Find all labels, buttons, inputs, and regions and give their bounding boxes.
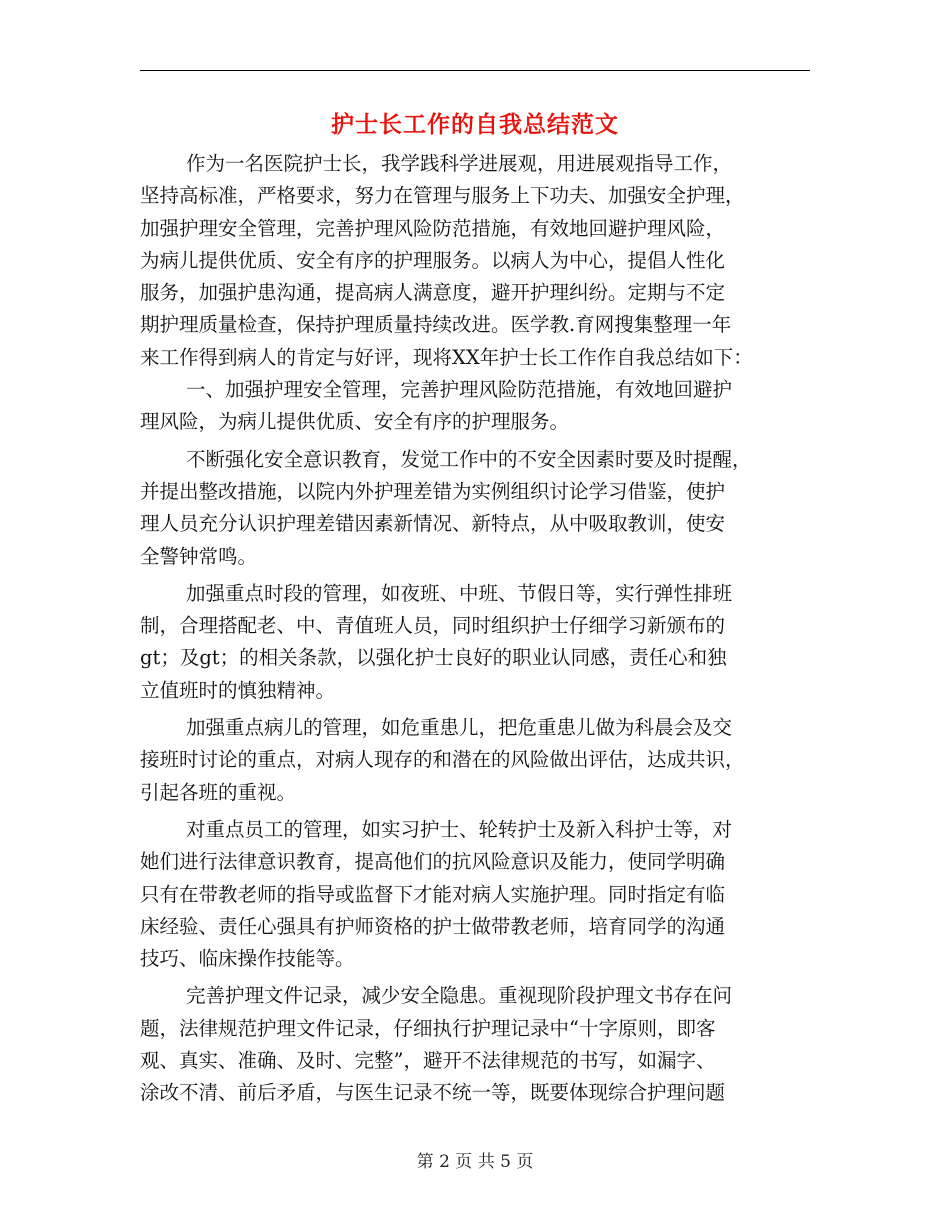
body-text-line: 制，合理搭配老、中、青值班人员，同时组织护士仔细学习新颁布的 — [140, 614, 726, 638]
body-text-line: 期护理质量检查，保持护理质量持续改进。医学教.育网搜集整理一年 — [140, 313, 732, 337]
body-text-line: 技巧、临床操作技能等。 — [140, 947, 355, 971]
header-rule — [140, 70, 810, 71]
body-text-line: 服务，加强护患沟通，提高病人满意度，避开护理纠纷。定期与不定 — [140, 281, 726, 305]
document-body — [140, 148, 810, 1110]
body-text-line: 坚持高标准，严格要求，努力在管理与服务上下功夫、加强安全护理， — [140, 184, 745, 208]
body-text-line: 对重点员工的管理，如实习护士、轮转护士及新入科护士等，对 — [186, 817, 733, 841]
body-text-line: gt；及gt；的相关条款，以强化护士良好的职业认同感，责任心和独 — [140, 646, 727, 670]
body-text-line: 全警钟常鸣。 — [140, 544, 258, 568]
document-title: 护士长工作的自我总结范文 — [331, 111, 619, 138]
body-text-line: 为病儿提供优质、安全有序的护理服务。以病人为中心，提倡人性化 — [140, 248, 726, 272]
body-text-line: 理风险，为病儿提供优质、安全有序的护理服务。 — [140, 410, 570, 434]
body-text-line: 理人员充分认识护理差错因素新情况、新特点，从中吸取教训，使安 — [140, 512, 726, 536]
body-text-line: 加强护理安全管理，完善护理风险防范措施，有效地回避护理风险， — [140, 216, 726, 240]
body-text-line: 接班时讨论的重点，对病人现存的和潜在的风险做出评估，达成共识， — [140, 748, 745, 772]
body-text-line: 只有在带教老师的指导或监督下才能对病人实施护理。同时指定有临 — [140, 882, 726, 906]
body-text-line: 作为一名医院护士长，我学践科学进展观，用进展观指导工作， — [186, 152, 733, 175]
body-text-line: 并提出整改措施，以院内外护理差错为实例组织讨论学习借鉴，使护 — [140, 479, 726, 503]
body-text-line: 题，法律规范护理文件记录，仔细执行护理记录中“十字原则，即客 — [140, 1016, 716, 1040]
body-text-line: 立值班时的慎独精神。 — [140, 678, 336, 702]
page-number-footer: 第 2 页 共 5 页 — [416, 1152, 534, 1172]
body-text-line: 来工作得到病人的肯定与好评，现将XX年护士长工作作自我总结如下： — [140, 345, 753, 369]
body-text-line: 一、加强护理安全管理，完善护理风险防范措施，有效地回避护 — [186, 378, 733, 402]
body-text-line: 涂改不清、前后矛盾，与医生记录不统一等，既要体现综合护理问题 — [140, 1081, 726, 1105]
body-text-line: 观、真实、准确、及时、完整”，避开不法律规范的书写，如漏字、 — [140, 1049, 716, 1073]
body-text-line: 床经验、责任心强具有护师资格的护士做带教老师，培育同学的沟通 — [140, 914, 726, 938]
body-text-line: 不断强化安全意识教育，发觉工作中的不安全因素时要及时提醒， — [186, 447, 752, 471]
body-text-line: 完善护理文件记录，减少安全隐患。重视现阶段护理文书存在问 — [186, 984, 733, 1008]
body-text-line: 引起各班的重视。 — [140, 780, 297, 804]
body-text-line: 加强重点病儿的管理，如危重患儿，把危重患儿做为科晨会及交 — [186, 716, 733, 740]
body-text-line: 加强重点时段的管理，如夜班、中班、节假日等，实行弹性排班 — [186, 581, 733, 605]
body-text-line: 她们进行法律意识教育，提高他们的抗风险意识及能力，使同学明确 — [140, 850, 726, 874]
